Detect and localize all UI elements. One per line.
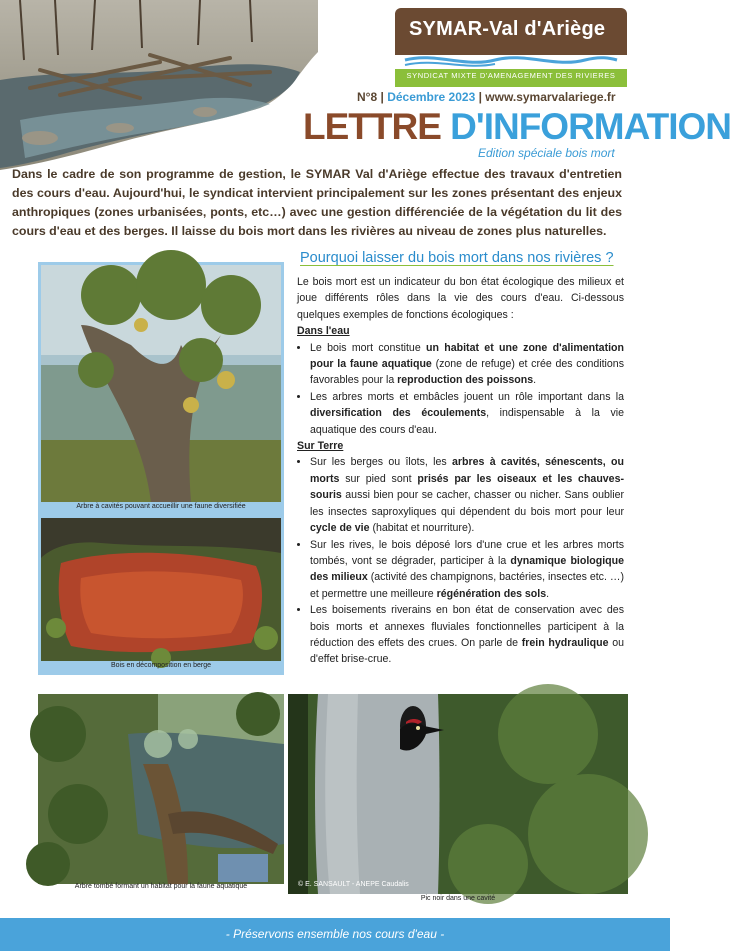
- issue-number: N°8: [357, 90, 378, 104]
- issue-line: N°8 | Décembre 2023 | www.symarvalariege.fr: [357, 90, 616, 104]
- website-link[interactable]: www.symarvalariege.fr: [485, 90, 616, 104]
- list-item: • Les boisements riverains en bon état de conservation avec des bois morts et annexes fluviales fonctionnelles participent à la réduction des effets des crues. On parle de frein hydraulique ou d'effet brise-crue.: [310, 602, 624, 668]
- list-item: • Sur les berges ou îlots, les arbres à cavités, sénescents, ou morts sur pied sont prisés par les oiseaux et les chauves-souris aussi bien pour se cacher, chasser ou nicher. Sans oublier les insectes saproxyliques qui dépendent du bois mort pour leur cycle de vie (habitat et nourriture).: [310, 454, 624, 536]
- tree-with-cavities-photo: [41, 265, 281, 502]
- intro-paragraph: Dans le cadre de son programme de gestion, le SYMAR Val d'Ariège effectue des travaux d'entretien des cours d'eau. Aujourd'hui, le syndicat intervient principalement sur les zones présentant des enjeux anthropiques (zones urbanisées, ponts, etc…) avec une gestion différenciée de la végétation du lit des cours d'eau et des berges. Il laisse du bois mort dans les rivières au niveau de zones plus naturelles.: [12, 167, 622, 238]
- caption-decomposing-wood: Bois en décomposition en berge: [110, 662, 211, 669]
- footer-slogan: - Préservons ensemble nos cours d'eau -: [225, 927, 445, 941]
- photo-credit: © E. SANSAULT - ANEPE Caudalis: [298, 881, 409, 888]
- black-woodpecker-photo: [288, 694, 628, 894]
- left-photo-panel: [38, 262, 284, 675]
- section-heading: Pourquoi laisser du bois mort dans nos rivières ?: [300, 250, 614, 266]
- fallen-tree-photo: [38, 694, 284, 884]
- wave-icon: [405, 52, 617, 68]
- logo-name: SYMAR-Val d'Ariège: [409, 18, 606, 40]
- symar-logo: [395, 8, 627, 86]
- caption-woodpecker: Pic noir dans une cavité: [420, 895, 496, 902]
- black-woodpecker-photo-block: [288, 694, 628, 902]
- list-item: • Sur les rives, le bois déposé lors d'une crue et les arbres morts tombés, vont se dégrader, participer à la dynamique biologique des milieux (activité des champignons, bactéries, insectes etc. …) et permettre une meilleure régénération des sols.: [310, 537, 624, 603]
- issue-date: Décembre 2023: [387, 90, 476, 104]
- caption-fallen-tree: Arbre tombé formant un habitat pour la faune aquatique: [74, 883, 248, 890]
- newsletter-title: [303, 104, 731, 150]
- article-body: [297, 274, 624, 668]
- subheading-land: Sur Terre: [297, 440, 344, 453]
- fallen-tree-photo-block: [38, 694, 284, 894]
- land-functions-list: [297, 454, 624, 667]
- list-item: • Les arbres morts et embâcles jouent un rôle important dans la diversification des écoulements, indispensable à la vie aquatique des cours d'eau.: [310, 389, 624, 438]
- lead-paragraph: Le bois mort est un indicateur du bon état écologique des milieux et joue différents rôles dans la vie des cours d'eau. Ci-dessous quelques exemples de fonctions écologiques :: [297, 276, 624, 321]
- river-deadwood-photo: [0, 0, 318, 170]
- caption-tree-cavities: Arbre à cavités pouvant accueillir une faune diversifiée: [76, 503, 246, 510]
- water-functions-list: [297, 340, 624, 438]
- logo-tagline: SYNDICAT MIXTE D'AMENAGEMENT DES RIVIERES: [406, 71, 616, 80]
- edition-subtitle: Edition spéciale bois mort: [478, 146, 615, 160]
- list-item: • Le bois mort constitue un habitat et une zone d'alimentation pour la faune aquatique (zone de refuge) et crée des conditions favorables pour la reproduction des poissons.: [310, 340, 624, 389]
- subheading-water: Dans l'eau: [297, 325, 350, 338]
- title-word-lettre: LETTRE: [303, 106, 441, 147]
- footer-banner: [0, 918, 670, 951]
- title-word-information: D'INFORMATION: [450, 106, 731, 147]
- decomposing-wood-photo: [41, 518, 281, 661]
